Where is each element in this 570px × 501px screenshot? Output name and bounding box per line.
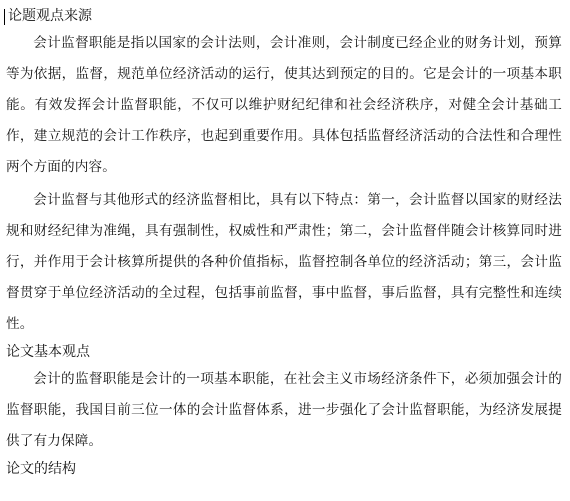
text-cursor [4,9,5,25]
paragraph-definition: 会计监督职能是指以国家的会计法则，会计准则，会计制度已经企业的财务计划，预算等为依据，监督，规范单位经济活动的运行，使其达到预定的目的。它是会计的一项基本职能。有效发挥会计监督职能，不仅可以维护财纪纪律和社会经济秩序，对健全会计基础工作，建立规范的会计工作秩序，也起到重要作用。具体包括监督经济活动的合法性和合理性两个方面的内容。 [6,35,562,175]
paragraph-viewpoint: 会计的监督职能是会计的一项基本职能，在社会主义市场经济条件下，必须加强会计的监督职能，我国目前三位一体的会计监督体系，进一步强化了会计监督职能，为经济发展提供了有力保障。 [6,371,562,449]
section-heading-structure: 论文的结构 [6,461,76,477]
paragraph-characteristics: 会计监督与其他形式的经济监督相比，具有以下特点：第一，会计监督以国家的财经法规和财经纪律为准绳，具有强制性，权威性和严肃性；第二，会计监督伴随会计核算同时进行，并作用于会计核算所提供的各种价值指标，监督控制各单位的经济活动；第三，会计监督贯穿于单位经济活动的全过程，包括事前监督，事中监督，事后监督，具有完整性和连续性。 [6,192,562,332]
section-heading-viewpoint: 论文基本观点 [6,344,90,360]
section-heading-source: 论题观点来源 [8,8,92,24]
